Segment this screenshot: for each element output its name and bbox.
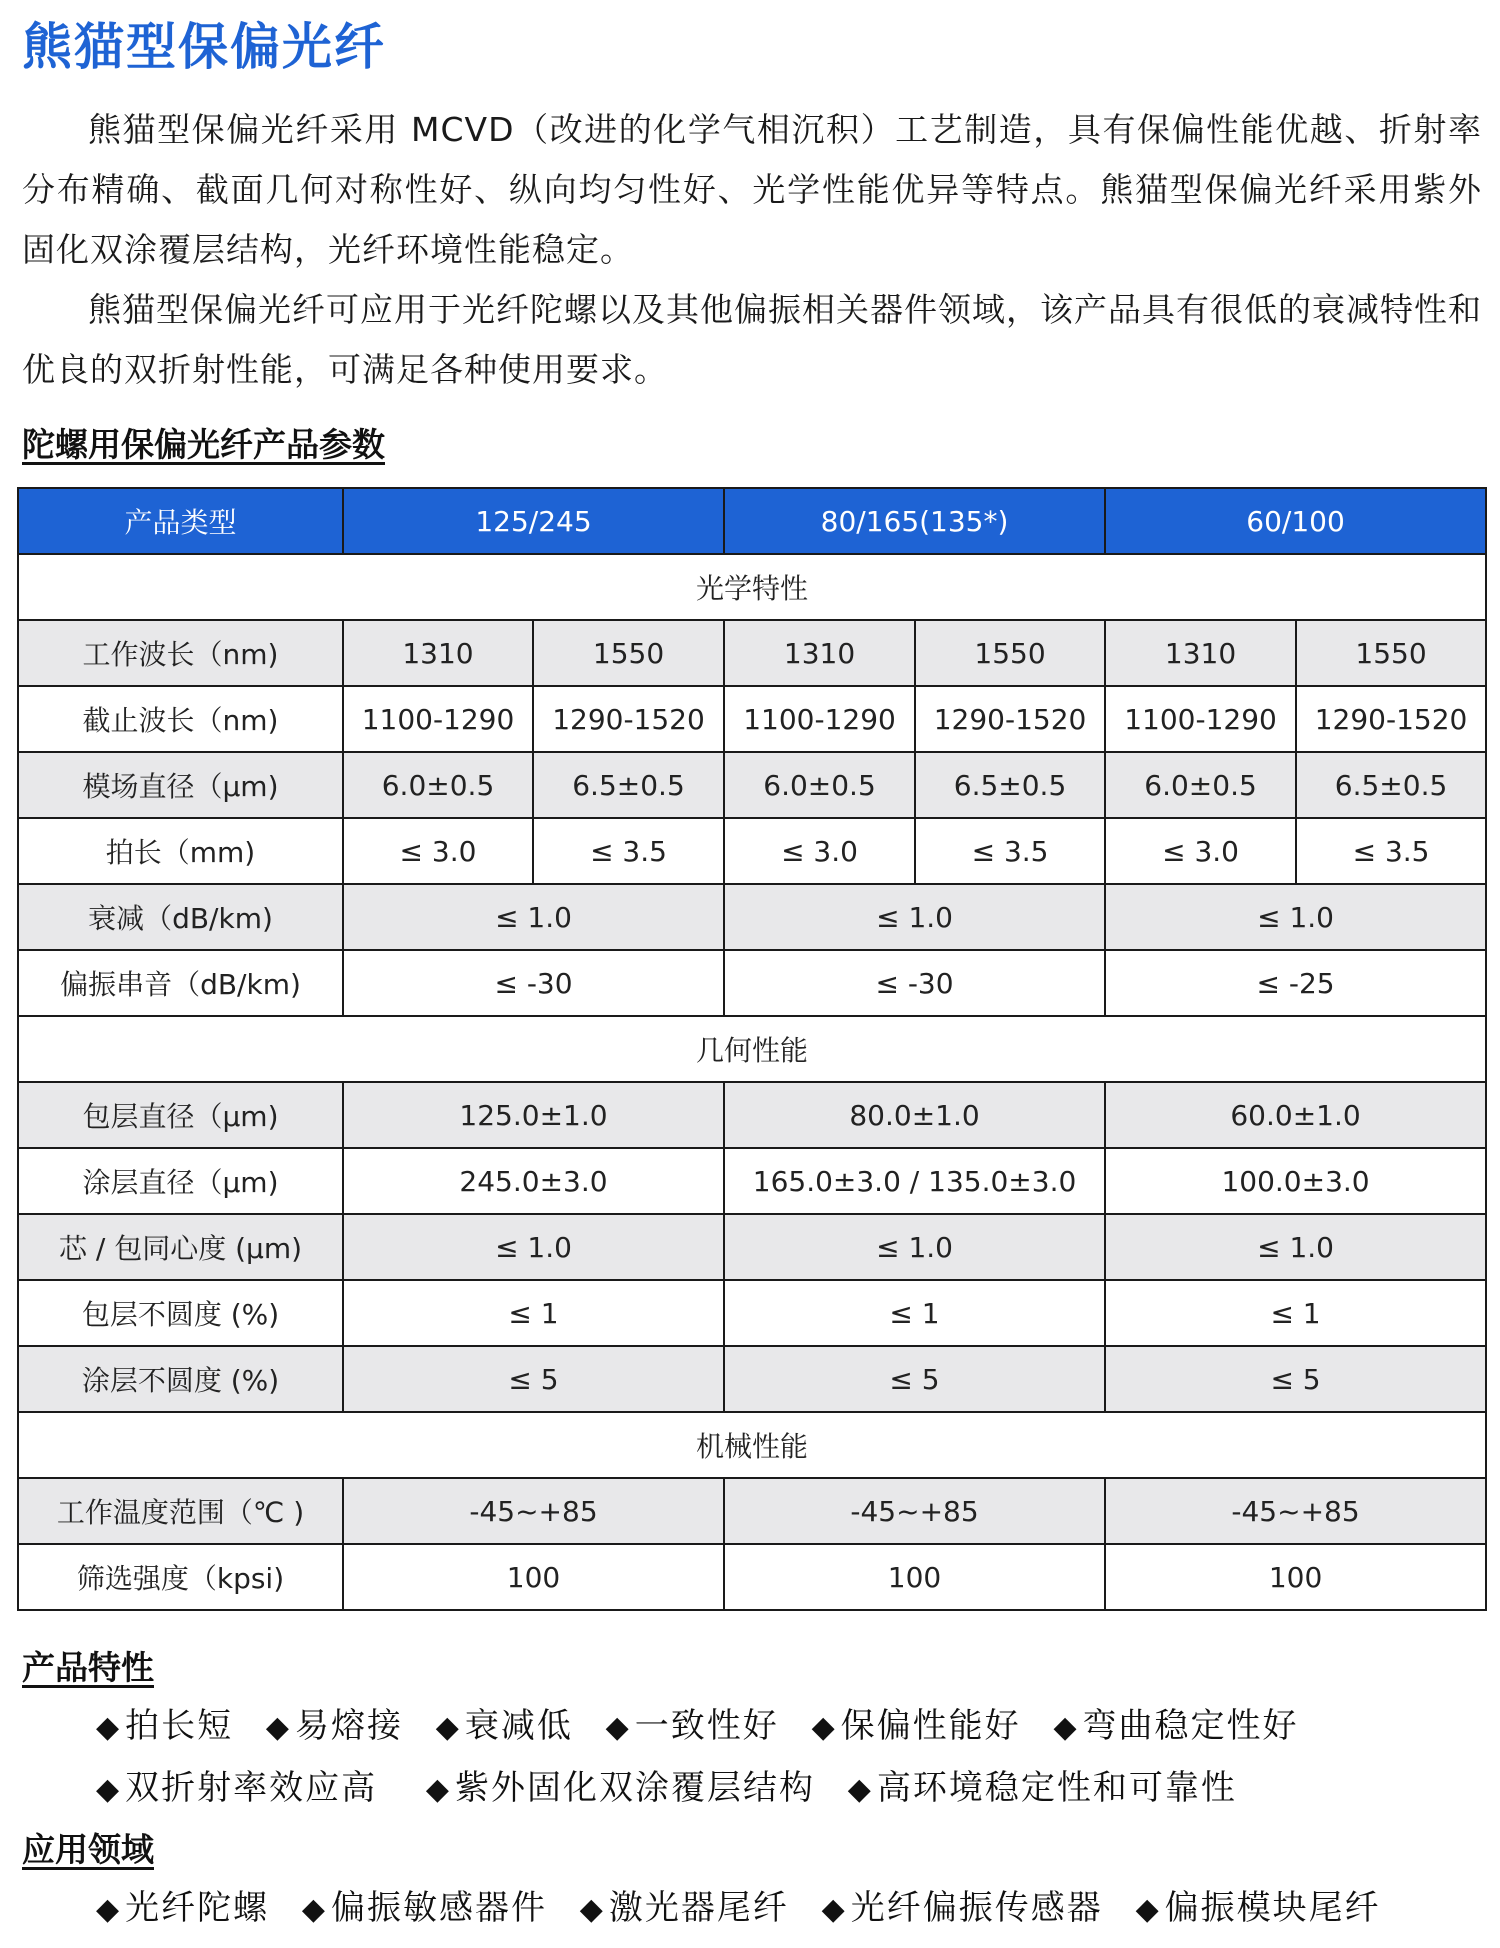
list-item: ◆ 高环境稳定性和可靠性 — [847, 1768, 1237, 1808]
cell: ≤ 1 — [724, 1280, 1105, 1346]
cell: -45~+85 — [343, 1478, 724, 1544]
table-row — [18, 620, 1486, 686]
table-row — [18, 818, 1486, 884]
applications-heading: 应用领域 — [22, 1830, 154, 1869]
diamond-bullet-icon: ◆ — [301, 1892, 327, 1927]
features-heading: 产品特性 — [22, 1648, 154, 1687]
cell: ≤ 5 — [343, 1346, 724, 1412]
list-item: ◆ 光纤陀螺 — [96, 1888, 270, 1928]
list-item: ◆ 衰减低 — [435, 1706, 573, 1746]
diamond-bullet-icon: ◆ — [811, 1710, 837, 1745]
cell: 1290-1520 — [1296, 686, 1486, 752]
table-row — [18, 1280, 1486, 1346]
cell: ≤ 3.5 — [915, 818, 1105, 884]
list-item: ◆ 激光器尾纤 — [579, 1888, 789, 1928]
cell: 1100-1290 — [1105, 686, 1296, 752]
cell: 100 — [1105, 1544, 1486, 1610]
cell: 1290-1520 — [915, 686, 1105, 752]
table-row — [18, 1148, 1486, 1214]
list-item: ◆ 偏振敏感器件 — [301, 1888, 547, 1928]
cell: 6.5±0.5 — [533, 752, 724, 818]
applications-line — [96, 1878, 1401, 1940]
cell: 1550 — [915, 620, 1105, 686]
cell: 6.5±0.5 — [1296, 752, 1486, 818]
intro-paragraph-1: 熊猫型保偏光纤采用 MCVD（改进的化学气相沉积）工艺制造，具有保偏性能优越、折射率分布精确、截面几何对称性好、纵向均匀性好、光学性能优异等特点。熊猫型保偏光纤采用紫外固化双涂覆层结构，光纤环境性能稳定。 — [22, 110, 1482, 269]
diamond-bullet-icon: ◆ — [821, 1892, 847, 1927]
list-item: ◆ 一致性好 — [605, 1706, 779, 1746]
row-label: 偏振串音（dB/km) — [18, 950, 343, 1016]
diamond-bullet-icon: ◆ — [847, 1772, 873, 1807]
row-label: 包层不圆度 (%) — [18, 1280, 343, 1346]
section-row-geometry — [18, 1016, 1486, 1082]
cell: 1310 — [343, 620, 533, 686]
cell: 1310 — [724, 620, 915, 686]
header-product-type: 产品类型 — [18, 488, 343, 554]
header-80-165: 80/165(135*) — [724, 488, 1105, 554]
cell: 60.0±1.0 — [1105, 1082, 1486, 1148]
row-label: 涂层直径（μm) — [18, 1148, 343, 1214]
section-row-optical — [18, 554, 1486, 620]
row-label: 衰减（dB/km) — [18, 884, 343, 950]
cell: ≤ 1 — [1105, 1280, 1486, 1346]
cell: 1100-1290 — [724, 686, 915, 752]
list-item: ◆ 易熔接 — [265, 1706, 403, 1746]
diamond-bullet-icon: ◆ — [605, 1710, 631, 1745]
features-line-2 — [96, 1758, 1257, 1820]
features-line-1 — [96, 1696, 1319, 1758]
cell: ≤ 1.0 — [724, 1214, 1105, 1280]
row-label: 模场直径（μm) — [18, 752, 343, 818]
table-row — [18, 884, 1486, 950]
cell: 100.0±3.0 — [1105, 1148, 1486, 1214]
diamond-bullet-icon: ◆ — [579, 1892, 605, 1927]
list-item: ◆ 偏振模块尾纤 — [1135, 1888, 1381, 1928]
cell: ≤ 1.0 — [343, 884, 724, 950]
cell: 1290-1520 — [533, 686, 724, 752]
list-item: ◆ 弯曲稳定性好 — [1053, 1706, 1299, 1746]
row-label: 拍长（mm) — [18, 818, 343, 884]
table-row — [18, 1082, 1486, 1148]
cell: ≤ 3.0 — [724, 818, 915, 884]
table-row — [18, 1214, 1486, 1280]
section-row-mechanical — [18, 1412, 1486, 1478]
cell: ≤ 5 — [724, 1346, 1105, 1412]
cell: 6.5±0.5 — [915, 752, 1105, 818]
cell: 165.0±3.0 / 135.0±3.0 — [724, 1148, 1105, 1214]
cell: 245.0±3.0 — [343, 1148, 724, 1214]
row-label: 截止波长（nm) — [18, 686, 343, 752]
section-geometry: 几何性能 — [18, 1016, 1486, 1082]
diamond-bullet-icon: ◆ — [96, 1772, 122, 1807]
diamond-bullet-icon: ◆ — [1135, 1892, 1161, 1927]
cell: ≤ 1.0 — [343, 1214, 724, 1280]
cell: ≤ 1 — [343, 1280, 724, 1346]
cell: ≤ 1.0 — [724, 884, 1105, 950]
cell: ≤ -30 — [724, 950, 1105, 1016]
table-row — [18, 950, 1486, 1016]
intro-paragraph-2: 熊猫型保偏光纤可应用于光纤陀螺以及其他偏振相关器件领域，该产品具有很低的衰减特性和优良的双折射性能，可满足各种使用要求。 — [22, 290, 1482, 389]
list-item: ◆ 拍长短 — [96, 1706, 234, 1746]
table-row — [18, 686, 1486, 752]
list-item: ◆ 双折射率效应高 — [96, 1768, 378, 1808]
table-row — [18, 1544, 1486, 1610]
cell: ≤ 1.0 — [1105, 884, 1486, 950]
diamond-bullet-icon: ◆ — [435, 1710, 461, 1745]
cell: 6.0±0.5 — [1105, 752, 1296, 818]
cell: 100 — [724, 1544, 1105, 1610]
list-item: ◆ 紫外固化双涂覆层结构 — [425, 1768, 815, 1808]
cell: ≤ -30 — [343, 950, 724, 1016]
page-title: 熊猫型保偏光纤 — [22, 18, 386, 76]
cell: 6.0±0.5 — [724, 752, 915, 818]
section-mechanical: 机械性能 — [18, 1412, 1486, 1478]
table-header-row — [18, 488, 1486, 554]
row-label: 包层直径（μm) — [18, 1082, 343, 1148]
cell: 100 — [343, 1544, 724, 1610]
row-label: 筛选强度（kpsi) — [18, 1544, 343, 1610]
diamond-bullet-icon: ◆ — [96, 1892, 122, 1927]
diamond-bullet-icon: ◆ — [96, 1710, 122, 1745]
header-125-245: 125/245 — [343, 488, 724, 554]
table-heading: 陀螺用保偏光纤产品参数 — [22, 425, 385, 464]
table-row — [18, 1478, 1486, 1544]
intro-text — [22, 100, 1482, 400]
list-item: ◆ 保偏性能好 — [811, 1706, 1021, 1746]
diamond-bullet-icon: ◆ — [1053, 1710, 1079, 1745]
cell: 125.0±1.0 — [343, 1082, 724, 1148]
cell: ≤ 3.5 — [533, 818, 724, 884]
cell: ≤ 3.0 — [343, 818, 533, 884]
diamond-bullet-icon: ◆ — [265, 1710, 291, 1745]
cell: ≤ 1.0 — [1105, 1214, 1486, 1280]
cell: ≤ 3.5 — [1296, 818, 1486, 884]
cell: -45~+85 — [724, 1478, 1105, 1544]
cell: 1310 — [1105, 620, 1296, 686]
list-item: ◆ 光纤偏振传感器 — [821, 1888, 1103, 1928]
cell: 1100-1290 — [343, 686, 533, 752]
spec-table — [17, 487, 1487, 1611]
row-label: 芯 / 包同心度 (μm) — [18, 1214, 343, 1280]
row-label: 工作温度范围（℃ ) — [18, 1478, 343, 1544]
row-label: 工作波长（nm) — [18, 620, 343, 686]
header-60-100: 60/100 — [1105, 488, 1486, 554]
section-optical: 光学特性 — [18, 554, 1486, 620]
diamond-bullet-icon: ◆ — [425, 1772, 451, 1807]
cell: ≤ 5 — [1105, 1346, 1486, 1412]
cell: 6.0±0.5 — [343, 752, 533, 818]
cell: 1550 — [1296, 620, 1486, 686]
row-label: 涂层不圆度 (%) — [18, 1346, 343, 1412]
cell: -45~+85 — [1105, 1478, 1486, 1544]
cell: ≤ 3.0 — [1105, 818, 1296, 884]
table-row — [18, 1346, 1486, 1412]
cell: ≤ -25 — [1105, 950, 1486, 1016]
cell: 80.0±1.0 — [724, 1082, 1105, 1148]
cell: 1550 — [533, 620, 724, 686]
table-row — [18, 752, 1486, 818]
